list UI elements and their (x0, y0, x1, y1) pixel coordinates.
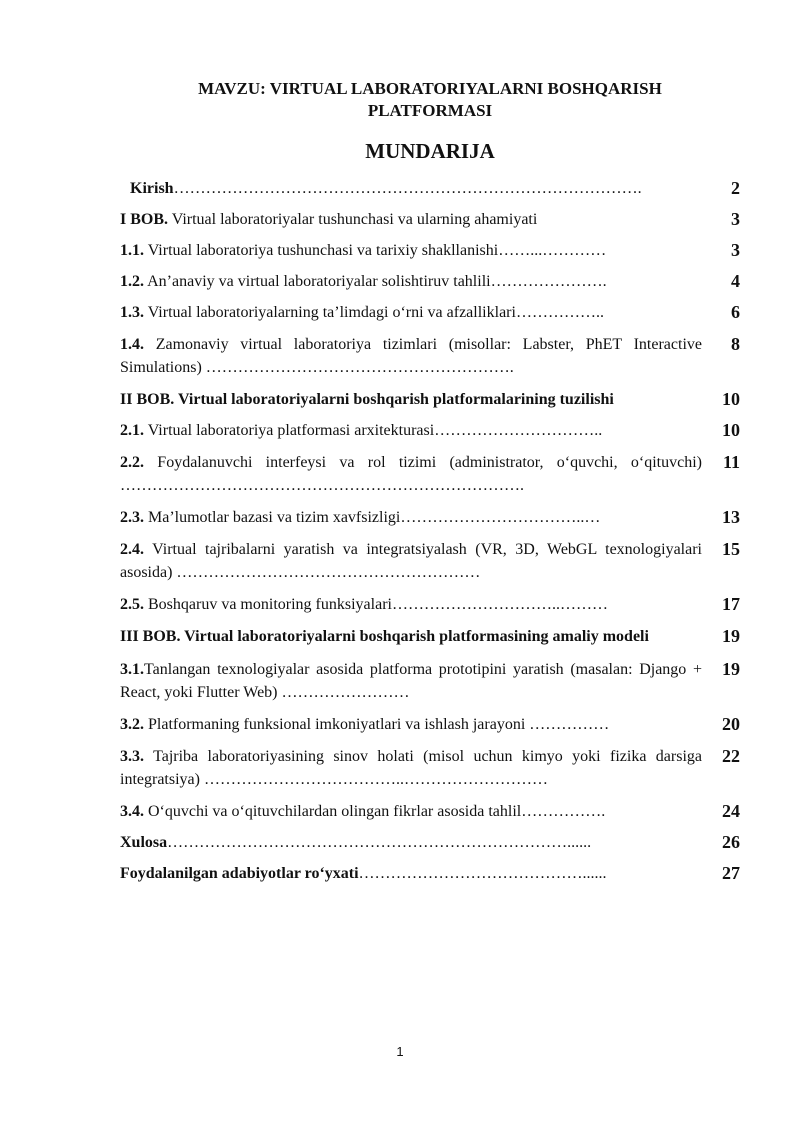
toc-page-number: 10 (722, 420, 740, 440)
toc-row-references (120, 863, 742, 884)
toc-row-3-3 (120, 745, 742, 791)
toc-page-number: 22 (722, 746, 740, 766)
toc-entry-number: 2.1. (120, 422, 144, 439)
toc-row-chapter-3 (120, 625, 742, 648)
toc-page-number: 8 (731, 334, 740, 354)
toc-row-1-1 (120, 240, 742, 261)
toc-entry-text: ……………………………………………………………………………. (173, 180, 642, 197)
toc-entry-number: III BOB. Virtual laboratoriyalarni boshqarish platformasining amaliy modeli (120, 628, 649, 645)
table-of-contents (120, 178, 742, 884)
toc-entry-number: Xulosa (120, 834, 168, 851)
toc-entry-text: Tanlangan texnologiyalar asosida platforma prototipini yaratish (masalan: Django + React, yoki Flutter Web) …………………… (120, 661, 702, 701)
toc-page-number: 19 (722, 626, 740, 646)
toc-row-1-2 (120, 271, 742, 292)
toc-page-number: 27 (722, 863, 740, 883)
toc-page-number: 10 (722, 389, 740, 409)
toc-row-2-4 (120, 538, 742, 584)
toc-entry-number: 2.2. (120, 454, 144, 471)
page-number: 1 (396, 1044, 404, 1059)
toc-entry-text: Ma’lumotlar bazasi va tizim xavfsizligi……………………………..… (144, 509, 601, 526)
toc-entry (120, 832, 702, 853)
toc-entry-text: Virtual laboratoriya platformasi arxitekturasi………………………….. (144, 422, 603, 439)
toc-entry-number: 2.5. (120, 596, 144, 613)
toc-page-number: 19 (722, 659, 740, 679)
toc-entry-number: 2.3. (120, 509, 144, 526)
toc-entry (120, 209, 702, 230)
toc-row-3-4 (120, 801, 742, 822)
toc-entry-number: 1.2. (120, 273, 144, 290)
toc-entry-text: Platformaning funksional imkoniyatlari va ishlash jarayoni …………… (144, 716, 610, 733)
toc-row-chapter-1 (120, 209, 742, 230)
topic-title-line1: MAVZU: VIRTUAL LABORATORIYALARNI BOSHQARISH (198, 79, 662, 98)
toc-row-3-1 (120, 658, 742, 704)
topic-title-line2: PLATFORMASI (367, 101, 493, 120)
toc-entry-number: 2.4. (120, 541, 144, 558)
toc-entry (120, 271, 702, 292)
toc-row-1-4 (120, 333, 742, 379)
toc-page-number: 3 (731, 240, 740, 260)
toc-entry (120, 507, 702, 528)
toc-entry (120, 420, 702, 441)
toc-entry-text: An’anaviy va virtual laboratoriyalar solishtiruv tahlili…………………. (144, 273, 607, 290)
toc-entry-number: 3.2. (120, 716, 144, 733)
toc-page-number: 4 (731, 271, 740, 291)
toc-entry (120, 451, 702, 497)
toc-row-2-1 (120, 420, 742, 441)
toc-entry-text: …………………………………………………………………...... (167, 834, 592, 851)
toc-row-intro (120, 178, 742, 199)
toc-entry-number: 3.1. (120, 661, 144, 678)
toc-entry-number: 3.3. (120, 748, 144, 765)
toc-entry-text: Virtual laboratoriyalar tushunchasi va ularning ahamiyati (168, 211, 538, 228)
toc-entry-number: 1.4. (120, 336, 144, 353)
toc-page-number: 26 (722, 832, 740, 852)
toc-page-number: 6 (731, 302, 740, 322)
toc-row-2-5 (120, 594, 742, 615)
toc-entry (120, 240, 702, 261)
toc-entry (120, 863, 702, 884)
toc-entry-text: ……………………………………...... (358, 865, 607, 882)
toc-entry (120, 801, 702, 822)
toc-entry (120, 745, 702, 791)
toc-entry (120, 389, 702, 410)
contents-heading: MUNDARIJA (365, 139, 495, 163)
toc-entry-number: 3.4. (120, 803, 144, 820)
toc-entry (120, 538, 702, 584)
toc-page-number: 2 (731, 178, 740, 198)
toc-entry (130, 178, 702, 199)
toc-entry (120, 594, 702, 615)
toc-entry-text: Virtual laboratoriya tushunchasi va tarixiy shakllanishi……...………… (144, 242, 607, 259)
toc-entry-number: II BOB. Virtual laboratoriyalarni boshqarish platformalarining tuzilishi (120, 391, 614, 408)
toc-page-number: 15 (722, 539, 740, 559)
toc-page-number: 3 (731, 209, 740, 229)
toc-entry (120, 625, 702, 648)
toc-entry-text: Foydalanuvchi interfeysi va rol tizimi (administrator, o‘quvchi, o‘qituvchi) …………………………………………………………………. (120, 454, 702, 494)
toc-row-2-2 (120, 451, 742, 497)
toc-page-number: 17 (722, 594, 740, 614)
toc-row-1-3 (120, 302, 742, 323)
toc-entry-text: Virtual tajribalarni yaratish va integratsiyalash (VR, 3D, WebGL texnologiyalari asosida) ………………………………………………… (120, 541, 702, 581)
topic-title (120, 78, 740, 122)
toc-entry-number: 1.3. (120, 304, 144, 321)
toc-entry (120, 658, 702, 704)
toc-entry-text: Zamonaviy virtual laboratoriya tizimlari (misollar: Labster, PhET Interactive Simulations) …………………………………………………. (120, 336, 702, 376)
toc-entry-text: O‘quvchi va o‘qituvchilardan olingan fikrlar asosida tahlil……………. (144, 803, 606, 820)
toc-entry (120, 333, 702, 379)
toc-entry-number: 1.1. (120, 242, 144, 259)
toc-row-2-3 (120, 507, 742, 528)
toc-row-conclusion (120, 832, 742, 853)
toc-row-chapter-2 (120, 389, 742, 410)
toc-entry (120, 302, 702, 323)
toc-entry-text: Tajriba laboratoriyasining sinov holati (misol uchun kimyo yoki fizika darsiga integratsiya) ………………………………..……………………… (120, 748, 702, 788)
toc-entry-text: Virtual laboratoriyalarning ta’limdagi o‘rni va afzalliklari…………….. (144, 304, 604, 321)
toc-row-3-2 (120, 714, 742, 735)
toc-page-number: 13 (722, 507, 740, 527)
toc-entry-number: I BOB. (120, 211, 169, 228)
toc-page-number: 24 (722, 801, 740, 821)
toc-entry-text: Boshqaruv va monitoring funksiyalari…………………………..……… (144, 596, 608, 613)
toc-entry-number: Kirish (130, 180, 174, 197)
toc-entry-number: Foydalanilgan adabiyotlar ro‘yxati (120, 865, 359, 882)
toc-page-number: 20 (722, 714, 740, 734)
toc-page-number: 11 (722, 452, 740, 472)
toc-entry (120, 714, 702, 735)
